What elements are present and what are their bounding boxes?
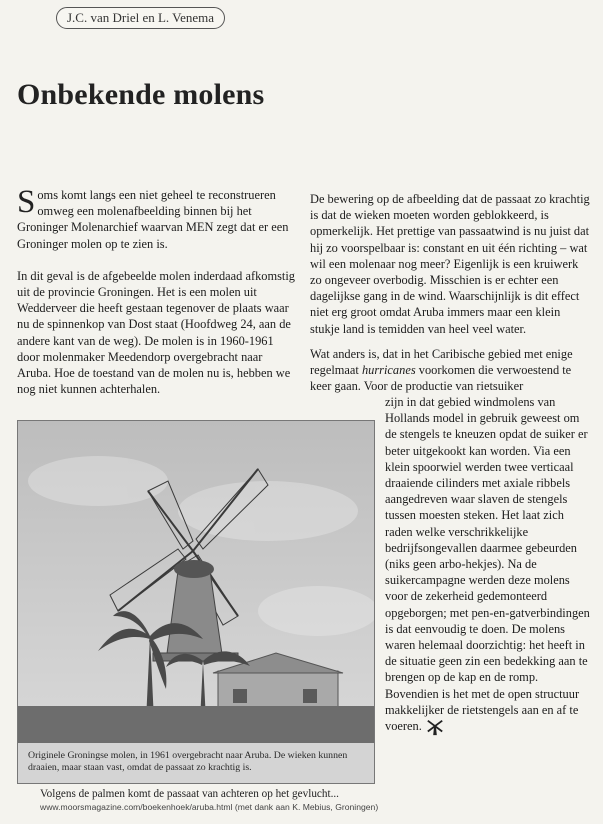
- author-byline: J.C. van Driel en L. Venema: [56, 7, 225, 29]
- hurricanes-emphasis: hurricanes: [361, 363, 416, 378]
- hurricanes-text-b: voorkomen die verwoestend te keer gaan. Voor de productie van rietsuiker: [310, 363, 572, 394]
- drop-cap: S: [17, 184, 36, 220]
- intro-paragraph: [17, 184, 298, 252]
- figure-caption: Volgens de palmen komt de passaat van achteren op het gevlucht...: [40, 788, 339, 800]
- hurricanes-paragraph: [310, 346, 592, 395]
- sugar-mill-text: zijn in dat gebied windmolens van Hollands model in gebruik geweest om de stengels te kneuzen opdat de suiker er beter uitgekookt kan worden. Via een klein spoorwiel werden twee verticaal draaiende cilinders met axiale ribbels aangedreven waar slaven de stengels tussen moesten steken. Het laat zich raden welke verschrikkelijke bedrijfsongevallen daarmee gebeurden (niks geen arbo-hekjes). Na de suikercampagne werden deze molens voor de zekerheid gedemonteerd opgeborgen; met pen-en-gatverbindingen is dat eenvoudig te doen. De molens waren helemaal doorzichtig: het heeft in de situatie geen zin een bedekking aan te brengen op de kap en de romp. Bovendien is het met de open structuur makkelijker de rietstengels aan en af te voeren.: [385, 395, 590, 734]
- passaat-paragraph: De bewering op de afbeelding dat de passaat zo krachtig is dat de wieken moeten worden geblokkeerd, is opmerkelijk. Het prettige van passaatwind is nu juist dat hij zo voorspelbaar is: constant en uit één richting – wat wil een molenaar nog meer? Eigenlijk is een kruiwerk zo ongeveer overbodig. Misschien is er echter een dagelijkse gang in de wind. Waarschijnlijk is dit effect niet erg groot omdat Aruba immers maar een klein stukje land is temidden van heel veel water.: [310, 192, 590, 336]
- hurricanes-text-a: Wat anders is, dat in het Caribische gebied met enige regelmaat: [310, 347, 573, 378]
- history-paragraph: In dit geval is de afgebeelde molen inderdaad afkomstig uit de provincie Groningen. Het is een molen uit Wedderveer die heeft gestaan tegenover de plaats waar nu de spinnenkop van Dost staat (Hoofdweg 24, aan de andere kant van de weg). De molen is in 1960-1961 door molenmaker Meedendorp overgebracht naar Aruba. Hoe de toestand van de molen nu is, hebben we nog niet kunnen achterhalen.: [17, 268, 296, 397]
- left-column: [17, 184, 298, 413]
- source-credit: www.moorsmagazine.com/boekenhoek/aruba.html (met dank aan K. Mebius, Groningen): [40, 802, 379, 812]
- right-column: [310, 191, 590, 353]
- windmill-photo-image: [18, 421, 374, 783]
- windmill-end-icon: [426, 718, 444, 736]
- sugar-mill-paragraph: [385, 394, 592, 736]
- intro-text: oms komt langs een niet geheel te reconstrueren omweg een molenafbeelding binnen bij het Groninger Molenarchief waarvan MEN zegt dat er een Groninger molen op te zien is.: [17, 188, 289, 251]
- article-title: Onbekende molens: [17, 78, 265, 111]
- photo-caption: Originele Groningse molen, in 1961 overgebracht naar Aruba. De wieken kunnen draaien, maar staan vast, omdat de passaat zo krachtig is.: [28, 750, 348, 774]
- windmill-photo: [17, 420, 375, 784]
